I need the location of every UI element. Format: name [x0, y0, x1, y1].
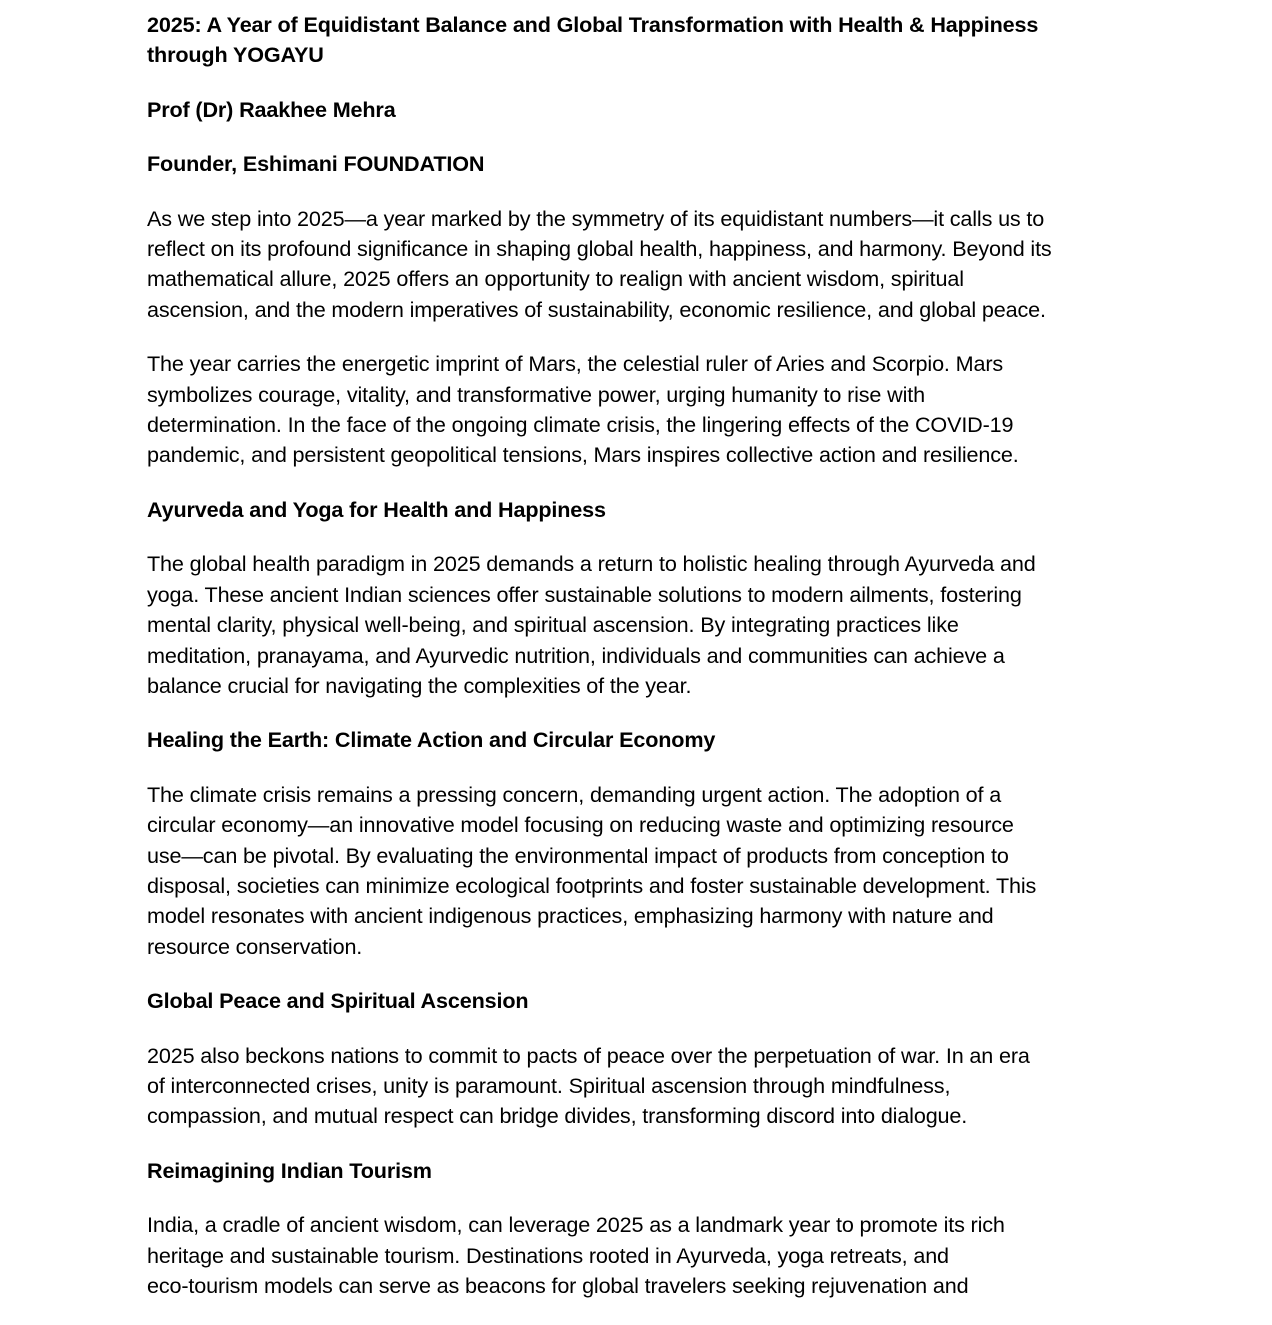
author-name: [147, 95, 1147, 125]
paragraph-line: of interconnected crises, unity is paramount. Spiritual ascension through mindfulness,: [147, 1072, 951, 1098]
paragraph-line: The year carries the energetic imprint of Mars, the celestial ruler of Aries and Scorpio. Mars: [147, 351, 1004, 377]
paragraph-line: reflect on its profound significance in shaping global health, happiness, and harmony. Beyond its: [147, 236, 1052, 262]
intro-paragraph-2: [147, 349, 1147, 471]
section-heading-indian-tourism: [147, 1156, 1147, 1186]
paragraph-line: eco-tourism models can serve as beacons for global travelers seeking rejuvenation and: [147, 1273, 969, 1298]
paragraph-line: use—can be pivotal. By evaluating the environmental impact of products from conception to: [147, 842, 1009, 868]
paragraph-line: model resonates with ancient indigenous practices, emphasizing harmony with nature and: [147, 903, 994, 929]
paragraph-line: heritage and sustainable tourism. Destinations rooted in Ayurveda, yoga retreats, and: [147, 1242, 949, 1268]
paragraph-line: meditation, pranayama, and Ayurvedic nutrition, individuals and communities can achieve a: [147, 642, 1005, 668]
section-body-global-peace: [147, 1041, 1147, 1132]
paragraph-line: disposal, societies can minimize ecological footprints and foster sustainable development. This: [147, 872, 1037, 898]
intro-paragraph-1: [147, 204, 1147, 326]
paragraph-line: resource conservation.: [147, 933, 363, 959]
document-page: [147, 10, 1147, 1325]
author-affiliation: [147, 149, 1147, 179]
section-heading-healing-earth: [147, 725, 1147, 755]
document-title: [147, 10, 1147, 71]
section-body-ayurveda-yoga: [147, 549, 1147, 701]
paragraph-line: 2025 also beckons nations to commit to pacts of peace over the perpetuation of war. In an era: [147, 1042, 1030, 1068]
paragraph-line: compassion, and mutual respect can bridge divides, transforming discord into dialogue.: [147, 1103, 968, 1129]
affiliation-line: Founder, Eshimani FOUNDATION: [147, 151, 485, 177]
paragraph-line: circular economy—an innovative model focusing on reducing waste and optimizing resource: [147, 812, 1014, 838]
paragraph-line: pandemic, and persistent geopolitical tensions, Mars inspires collective action and resilience.: [147, 442, 1019, 468]
section-body-indian-tourism: [147, 1210, 1147, 1301]
paragraph-line: ascension, and the modern imperatives of sustainability, economic resilience, and global peace.: [147, 296, 1046, 322]
section-body-healing-earth: [147, 780, 1147, 962]
section-heading-ayurveda-yoga: [147, 495, 1147, 525]
paragraph-line: symbolizes courage, vitality, and transformative power, urging humanity to rise with: [147, 381, 925, 407]
paragraph-line: As we step into 2025—a year marked by the symmetry of its equidistant numbers—it calls us to: [147, 205, 1045, 231]
paragraph-line: The climate crisis remains a pressing concern, demanding urgent action. The adoption of a: [147, 781, 1002, 807]
author-line: Prof (Dr) Raakhee Mehra: [147, 96, 396, 122]
title-line: through YOGAYU: [147, 42, 324, 68]
paragraph-line: mental clarity, physical well-being, and spiritual ascension. By integrating practices like: [147, 612, 959, 638]
heading-line: Healing the Earth: Climate Action and Circular Economy: [147, 727, 716, 753]
heading-line: Global Peace and Spiritual Ascension: [147, 988, 529, 1014]
paragraph-line: The global health paradigm in 2025 demands a return to holistic healing through Ayurveda and: [147, 551, 1036, 577]
heading-line: Ayurveda and Yoga for Health and Happiness: [147, 496, 606, 522]
paragraph-line: yoga. These ancient Indian sciences offer sustainable solutions to modern ailments, fostering: [147, 581, 1022, 607]
section-heading-global-peace: [147, 986, 1147, 1016]
paragraph-line: mathematical allure, 2025 offers an opportunity to realign with ancient wisdom, spiritual: [147, 266, 964, 292]
heading-line: Reimagining Indian Tourism: [147, 1157, 432, 1183]
title-line: 2025: A Year of Equidistant Balance and Global Transformation with Health & Happiness: [147, 12, 1039, 37]
paragraph-line: determination. In the face of the ongoing climate crisis, the lingering effects of the COVID-19: [147, 412, 1014, 438]
paragraph-line: balance crucial for navigating the complexities of the year.: [147, 672, 692, 698]
paragraph-line: India, a cradle of ancient wisdom, can leverage 2025 as a landmark year to promote its rich: [147, 1212, 1005, 1238]
